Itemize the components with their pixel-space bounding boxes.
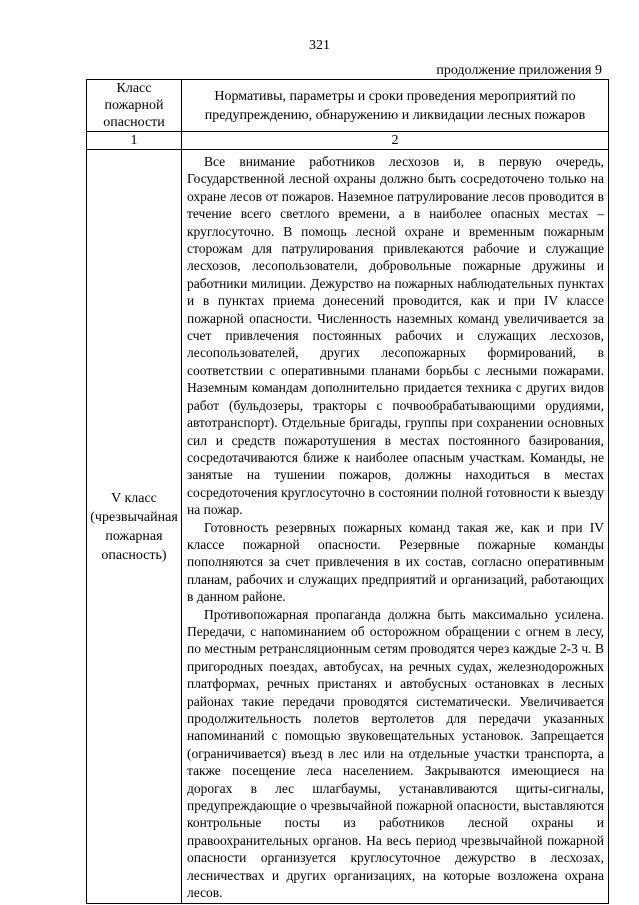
fire-class-cell: V класс (чрезвычайная пожарная опасность) — [87, 150, 182, 904]
column-number-row — [87, 132, 609, 150]
table-row — [87, 150, 609, 904]
measures-cell — [182, 150, 609, 904]
header-fire-class: Класс пожарной опасности — [87, 80, 182, 132]
column-number-2: 2 — [182, 132, 609, 150]
appendix-continuation-label: продолжение приложения 9 — [436, 63, 602, 78]
fire-danger-table — [86, 79, 609, 904]
page-number: 321 — [309, 38, 330, 53]
paragraph: Готовность резервных пожарных команд такая же, как и при IV классе пожарной опасности. Резервные пожарные команды пополняются за счет привлечения в их состав, согласно оперативным планам, рабочих и служащих предприятий и организаций, работающих в данном районе. — [187, 519, 604, 605]
header-measures: Нормативы, параметры и сроки проведения мероприятий по предупреждению, обнаружению и ликвидации лесных пожаров — [182, 80, 609, 132]
column-number-1: 1 — [87, 132, 182, 150]
paragraph: Все внимание работников лесхозов и, в первую очередь, Государственной лесной охраны должно быть сосредоточено только на охране лесов от пожаров. Наземное патрулирование лесов проводится в течение всего светлого времени, а в наиболее опасных местах – круглосуточно. В помощь лесной охране и временным пожарным сторожам для патрулирования привлекаются рабочие и служащие лесхозов, лесопользователи, добровольные пожарные дружины и работники милиции. Дежурство на пожарных наблюдательных пунктах и в пунктах приема донесений проводится, как и при IV классе пожарной опасности. Численность наземных команд увеличивается за счет привлечения постоянных рабочих и служащих лесхозов, лесопользователей, других лесопожарных формирований, в соответствии с оперативными планами борьбы с лесными пожарами. Наземным командам дополнительно придается техника с других видов работ (бульдозеры, тракторы с почвообрабатывающими орудиями, автотранспорт). Отдельные бригады, группы при сохранении основных сил и средств пожаротушения в местах постоянного базирования, сосредотачиваются ближе к наиболее опасным участкам. Команды, не занятые на тушении пожаров, должны находиться в местах сосредоточения круглосуточно в состоянии полной готовности к выезду на пожар. — [187, 154, 604, 518]
table-header-row — [87, 80, 609, 132]
paragraph: Противопожарная пропаганда должна быть максимально усилена. Передачи, с напоминанием об осторожном обращении с огнем в лесу, по местным ретрансляционным сетям проводятся через каждые 2-3 ч. В пригородных поездах, автобусах, на речных судах, железнодорожных платформах, речных пристанях и автобусных остановках в лесных районах такие передачи проводятся систематически. Увеличивается продолжительность полетов вертолетов для передачи указанных напоминаний с помощью звуковещательных установок. Запрещается (ограничивается) въезд в лес или на отдельные участки транспорта, а также посещение леса населением. Закрываются имеющиеся на дорогах в лес шлагбаумы, устанавливаются щиты-сигналы, предупреждающие о чрезвычайной пожарной опасности, выставляются контрольные посты из работников лесной охраны и правоохранительных органов. На весь период чрезвычайной пожарной опасности организуется круглосуточное дежурство в лесхозах, лесничествах и других организациях, на которые возложена охрана лесов. — [187, 606, 604, 901]
